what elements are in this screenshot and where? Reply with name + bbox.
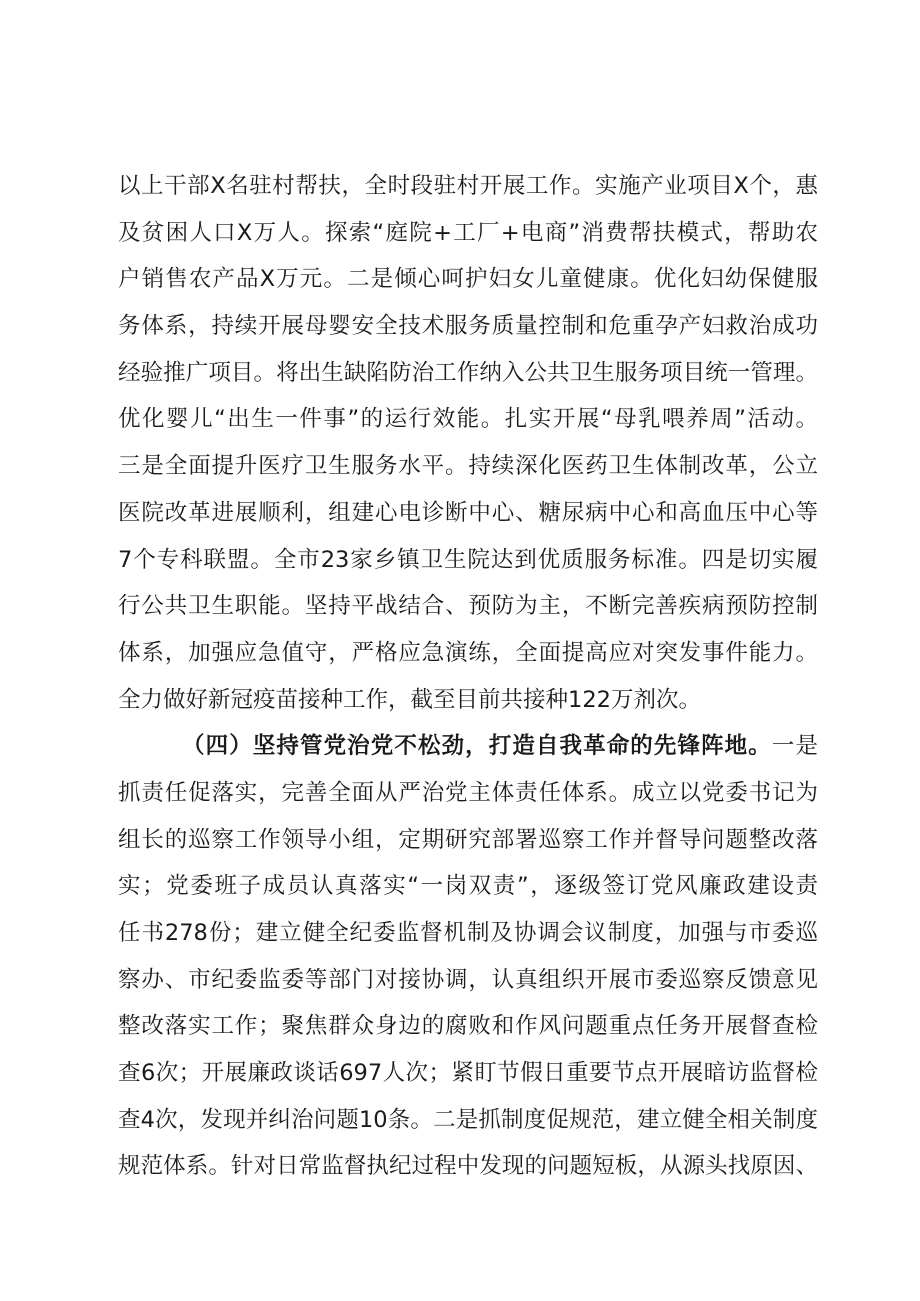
body-line: 体系，加强应急值守，严格应急演练，全面提高应对突发事件能力。 xyxy=(118,639,818,666)
section-heading-line xyxy=(118,728,818,775)
body-line: 户销售农产品X万元。二是倾心呵护妇女儿童健康。优化妇幼保健服 xyxy=(118,266,818,293)
body-line: 实；党委班子成员认真落实“一岗双责”，逐级签订党风廉政建设责 xyxy=(118,873,818,900)
body-line: 及贫困人口X万人。探索“庭院+工厂+电商”消费帮扶模式，帮助农 xyxy=(118,219,818,246)
body-line: 全力做好新冠疫苗接种工作，截至目前共接种122万剂次。 xyxy=(118,686,701,713)
body-line: 经验推广项目。将出生缺陷防治工作纳入公共卫生服务项目统一管理。 xyxy=(118,359,818,386)
body-line: 任书278份；建立健全纪委监督机制及协调会议制度，加强与市委巡 xyxy=(118,920,818,946)
section-heading-tail: 一是 xyxy=(771,733,818,760)
body-line: 察办、市纪委监委等部门对接协调，认真组织开展市委巡察反馈意见 xyxy=(118,966,818,993)
body-line: 优化婴儿“出生一件事”的运行效能。扎实开展“母乳喂养周”活动。 xyxy=(118,406,818,433)
body-line: 行公共卫生职能。坚持平战结合、预防为主，不断完善疾病预防控制 xyxy=(118,593,818,620)
body-line: 整改落实工作；聚焦群众身边的腐败和作风问题重点任务开展督查检 xyxy=(118,1013,818,1040)
section-heading: （四）坚持管党治党不松劲，打造自我革命的先锋阵地。 xyxy=(182,733,772,760)
body-line: 7个专科联盟。全市23家乡镇卫生院达到优质服务标准。四是切实履 xyxy=(118,546,818,573)
body-line: 医院改革进展顺利，组建心电诊断中心、糖尿病中心和高血压中心等 xyxy=(118,499,818,526)
document-body xyxy=(118,168,818,1195)
body-line: 规范体系。针对日常监督执纪过程中发现的问题短板，从源头找原因、 xyxy=(118,1153,818,1180)
body-line: 组长的巡察工作领导小组，定期研究部署巡察工作并督导问题整改落 xyxy=(118,826,818,853)
body-line: 抓责任促落实，完善全面从严治党主体责任体系。成立以党委书记为 xyxy=(118,779,818,806)
body-line: 查4次，发现并纠治问题10条。二是抓制度促规范，建立健全相关制度 xyxy=(118,1106,818,1133)
body-line: 以上干部X名驻村帮扶，全时段驻村开展工作。实施产业项目X个，惠 xyxy=(118,173,818,199)
body-line: 务体系，持续开展母婴安全技术服务质量控制和危重孕产妇救治成功 xyxy=(118,313,818,340)
body-line: 三是全面提升医疗卫生服务水平。持续深化医药卫生体制改革，公立 xyxy=(118,453,818,480)
body-line: 查6次；开展廉政谈话697人次；紧盯节假日重要节点开展暗访监督检 xyxy=(118,1060,818,1087)
